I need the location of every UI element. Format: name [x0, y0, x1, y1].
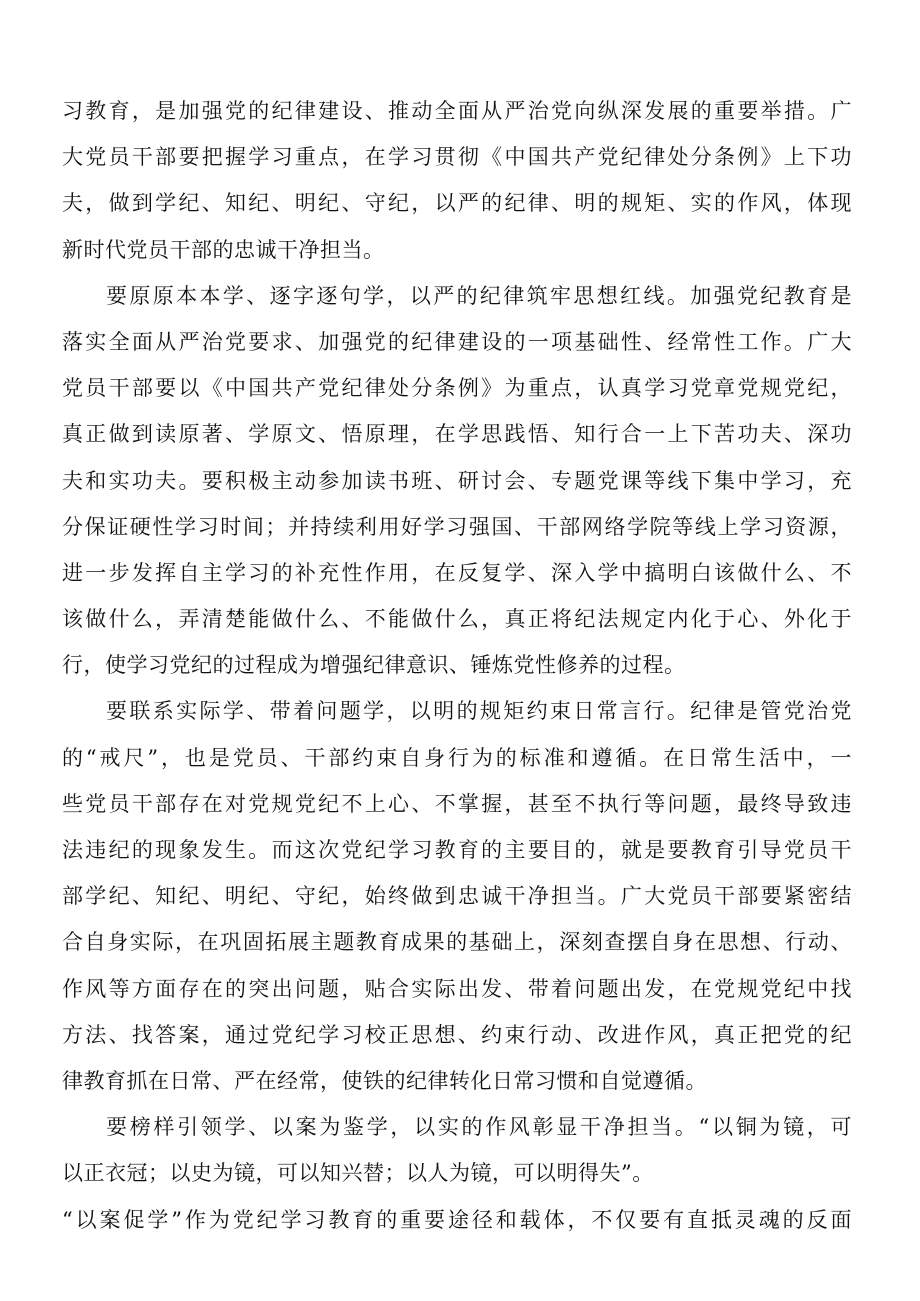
text-line: 法违纪的现象发生。而这次党纪学习教育的主要目的，就是要教育引导党员干 — [62, 838, 852, 862]
paragraph-1 — [62, 88, 852, 273]
text-line: 以正衣冠；以史为镜，可以知兴替；以人为镜，可以明得失”。 — [62, 1161, 654, 1186]
text-line: 作风等方面存在的突出问题，贴合实际出发、带着问题出发，在党规党纪中找 — [62, 976, 852, 1001]
text-line: 该做什么，弄清楚能做什么、不能做什么，真正将纪法规定内化于心、外化于 — [62, 607, 852, 632]
document-body — [62, 88, 852, 1243]
paragraph-5 — [62, 1197, 852, 1243]
text-line: 进一步发挥自主学习的补充性作用，在反复学、深入学中搞明白该做什么、不 — [62, 560, 852, 585]
text-line: 分保证硬性学习时间；并持续利用好学习强国、干部网络学院等线上学习资源， — [62, 514, 852, 539]
text-line: 合自身实际，在巩固拓展主题教育成果的基础上，深刻查摆自身在思想、行动、 — [62, 930, 852, 955]
text-line: 律教育抓在日常、严在经常，使铁的纪律转化日常习惯和自觉遵循。 — [62, 1068, 707, 1093]
text-line: 落实全面从严治党要求、加强党的纪律建设的一项基础性、经常性工作。广大 — [62, 329, 852, 354]
text-line: 习教育，是加强党的纪律建设、推动全面从严治党向纵深发展的重要举措。广 — [62, 99, 852, 123]
text-line: 要联系实际学、带着问题学，以明的规矩约束日常言行。纪律是管党治党 — [106, 699, 852, 724]
text-line: 夫和实功夫。要积极主动参加读书班、研讨会、专题党课等线下集中学习，充 — [62, 468, 852, 493]
paragraph-4 — [62, 1104, 852, 1196]
text-line: “以案促学”作为党纪学习教育的重要途径和载体，不仅要有直抵灵魂的反面 — [62, 1207, 852, 1232]
text-line: 大党员干部要把握学习重点，在学习贯彻《中国共产党纪律处分条例》上下功 — [62, 145, 852, 170]
text-line: 行，使学习党纪的过程成为增强纪律意识、锤炼党性修养的过程。 — [62, 653, 686, 678]
text-line: 要原原本本学、逐字逐句学，以严的纪律筑牢思想红线。加强党纪教育是 — [106, 283, 852, 308]
text-line: 新时代党员干部的忠诚干净担当。 — [62, 237, 385, 262]
text-line: 夫，做到学纪、知纪、明纪、守纪，以严的纪律、明的规矩、实的作风，体现 — [62, 191, 852, 216]
text-line: 要榜样引领学、以案为鉴学，以实的作风彰显干净担当。“以铜为镜，可 — [106, 1115, 852, 1140]
text-line: 的“戒尺”，也是党员、干部约束自身行为的标准和遵循。在日常生活中，一 — [62, 745, 852, 770]
paragraph-2 — [62, 273, 852, 689]
paragraph-3 — [62, 688, 852, 1104]
text-line: 方法、找答案，通过党纪学习校正思想、约束行动、改进作风，真正把党的纪 — [62, 1022, 852, 1047]
text-line: 党员干部要以《中国共产党纪律处分条例》为重点，认真学习党章党规党纪， — [62, 376, 852, 401]
text-line: 真正做到读原著、学原文、悟原理，在学思践悟、知行合一上下苦功夫、深功 — [62, 422, 852, 447]
text-line: 部学纪、知纪、明纪、守纪，始终做到忠诚干净担当。广大党员干部要紧密结 — [62, 884, 852, 909]
text-line: 些党员干部存在对党规党纪不上心、不掌握，甚至不执行等问题，最终导致违 — [62, 791, 852, 816]
